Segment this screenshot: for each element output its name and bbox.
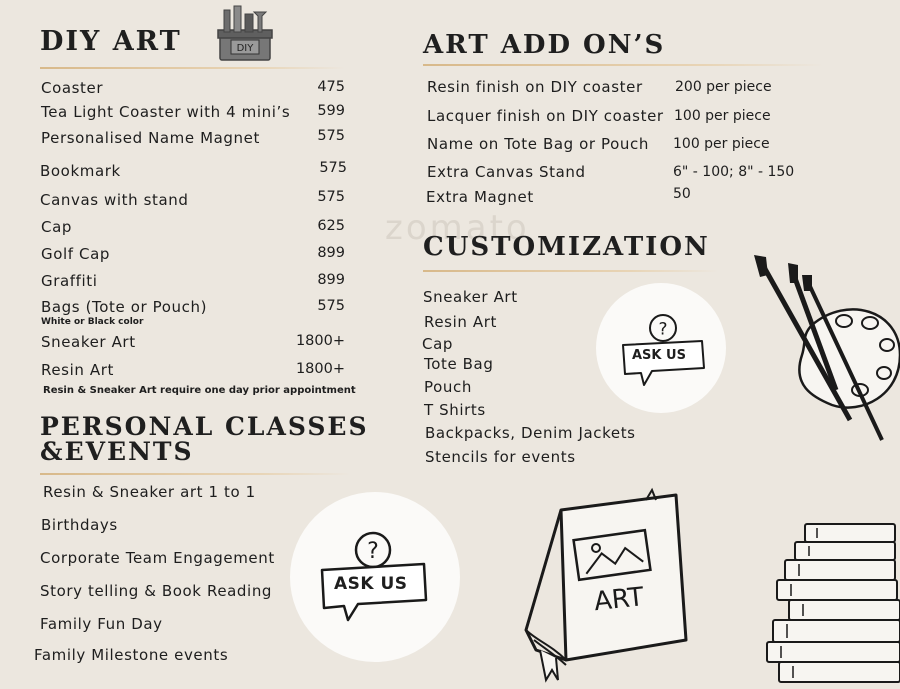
diy-item-price: 1800+ xyxy=(295,333,345,349)
diy-item-name: Resin Art xyxy=(41,361,114,379)
customization-item: Stencils for events xyxy=(425,448,576,466)
class-item: Family Milestone events xyxy=(34,646,229,664)
class-item: Birthdays xyxy=(41,516,118,534)
classes-title-line1: PERSONAL CLASSES xyxy=(40,412,369,441)
diy-item-name: Coaster xyxy=(41,79,104,97)
bag-color-note: White or Black color xyxy=(41,317,144,327)
diy-item-price: 899 xyxy=(317,272,345,288)
customization-item: T Shirts xyxy=(424,401,486,419)
diy-item-price: 599 xyxy=(317,103,345,119)
addon-item-price: 6" - 100; 8" - 150 xyxy=(673,164,795,180)
classes-title-line2: &EVENTS xyxy=(40,437,194,466)
addon-item-price: 50 xyxy=(673,186,691,202)
art-book-label: ART xyxy=(592,582,646,618)
diy-item-name: Cap xyxy=(41,218,72,236)
addon-item-price: 200 per piece xyxy=(675,79,772,95)
customization-item: Backpacks, Denim Jackets xyxy=(425,424,636,442)
addon-item-name: Lacquer finish on DIY coaster xyxy=(427,107,664,125)
diy-item-name: Personalised Name Magnet xyxy=(41,129,260,147)
diy-item-price: 625 xyxy=(317,218,345,234)
customization-item: Sneaker Art xyxy=(423,288,518,306)
diy-item-name: Sneaker Art xyxy=(41,333,136,351)
svg-text:?: ? xyxy=(658,319,668,340)
customization-ask-us-label: ASK US xyxy=(632,348,686,363)
paint-palette-icon xyxy=(752,255,900,445)
diy-toolbox-label: DIY xyxy=(236,43,254,54)
diy-item-price: 575 xyxy=(317,189,345,205)
appointment-note: Resin & Sneaker Art require one day prior appointment xyxy=(43,385,356,396)
addon-item-name: Extra Magnet xyxy=(426,188,534,206)
addon-item-price: 100 per piece xyxy=(674,108,771,124)
class-item: Resin & Sneaker art 1 to 1 xyxy=(43,483,256,501)
addons-title: ART ADD ON’S xyxy=(423,30,666,60)
diy-toolbox-icon xyxy=(214,4,276,64)
addon-item-name: Resin finish on DIY coaster xyxy=(427,78,643,96)
customization-item: Pouch xyxy=(424,378,472,396)
customization-item: Resin Art xyxy=(424,313,497,331)
customization-item: Cap xyxy=(422,335,453,353)
diy-item-name: Graffiti xyxy=(41,272,98,290)
zomato-watermark: zomato xyxy=(385,208,530,248)
addon-item-name: Name on Tote Bag or Pouch xyxy=(427,135,649,153)
diy-item-name: Bags (Tote or Pouch) xyxy=(41,298,208,316)
art-book-icon xyxy=(516,490,696,680)
diy-item-name: Bookmark xyxy=(40,162,121,180)
class-item: Family Fun Day xyxy=(40,615,163,633)
diy-item-name: Canvas with stand xyxy=(40,191,189,209)
classes-ask-us-badge xyxy=(318,562,430,624)
customization-ask-us-badge xyxy=(620,339,706,389)
diy-item-price: 575 xyxy=(317,128,345,144)
diy-item-price: 899 xyxy=(317,245,345,261)
book-stack-icon xyxy=(765,520,900,685)
customization-title: CUSTOMIZATION xyxy=(423,232,710,262)
customization-item: Tote Bag xyxy=(424,355,494,373)
diy-art-title: DIY ART xyxy=(40,26,182,57)
diy-item-price: 475 xyxy=(317,79,345,95)
diy-item-name: Golf Cap xyxy=(41,245,111,263)
diy-item-price: 1800+ xyxy=(295,361,345,377)
diy-item-price: 575 xyxy=(319,160,347,176)
addon-item-price: 100 per piece xyxy=(673,136,770,152)
addon-item-name: Extra Canvas Stand xyxy=(427,163,586,181)
class-item: Corporate Team Engagement xyxy=(40,549,275,567)
svg-text:?: ? xyxy=(367,539,379,564)
class-item: Story telling & Book Reading xyxy=(40,582,273,600)
classes-ask-us-label: ASK US xyxy=(334,574,408,594)
diy-item-price: 575 xyxy=(317,298,345,314)
diy-item-name: Tea Light Coaster with 4 mini’s xyxy=(41,103,291,121)
